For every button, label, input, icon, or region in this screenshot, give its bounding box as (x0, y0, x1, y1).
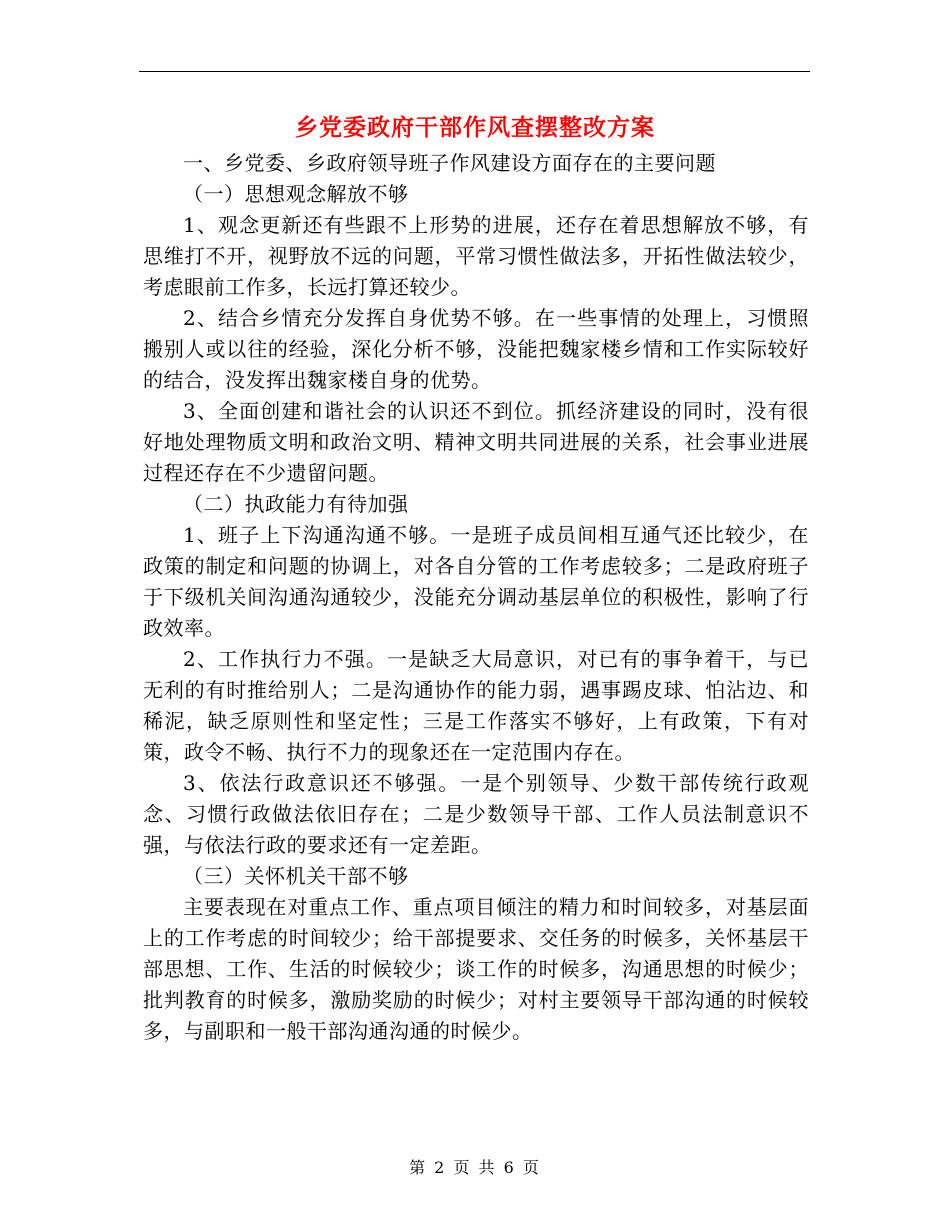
document-title: 乡党委政府干部作风查摆整改方案 (295, 115, 655, 141)
body-paragraph: 3、依法行政意识还不够强。一是个别领导、少数干部传统行政观念、习惯行政做法依旧存在；二是少数领导干部、工作人员法制意识不强，与依法行政的要求还有一定差距。 (143, 771, 809, 857)
page-number: 第 2 页 共 6 页 (409, 1158, 541, 1177)
subsection-heading: （一）思想观念解放不够 (183, 182, 409, 206)
body-paragraph: 主要表现在对重点工作、重点项目倾注的精力和时间较多，对基层面上的工作考虑的时间较少；给干部提要求、交任务的时候多，关怀基层干部思想、工作、生活的时候较少；谈工作的时候多，沟通思想的时候少；批判教育的时候多，激励奖励的时候少；对村主要领导干部沟通的时候较多，与副职和一般干部沟通沟通的时候少。 (143, 895, 809, 1043)
subsection-heading: （二）执政能力有待加强 (183, 492, 409, 516)
header-rule (139, 71, 810, 72)
body-paragraph: 1、观念更新还有些跟不上形势的进展，还存在着思想解放不够，有思维打不开，视野放不远的问题，平常习惯性做法多，开拓性做法较少，考虑眼前工作多，长远打算还较少。 (143, 213, 809, 299)
body-paragraph: 3、全面创建和谐社会的认识还不到位。抓经济建设的同时，没有很好地处理物质文明和政治文明、精神文明共同进展的关系，社会事业进展过程还存在不少遗留问题。 (143, 399, 809, 485)
body-paragraph: 2、结合乡情充分发挥自身优势不够。在一些事情的处理上，习惯照搬别人或以往的经验，深化分析不够，没能把魏家楼乡情和工作实际较好的结合，没发挥出魏家楼自身的优势。 (143, 306, 809, 392)
section-heading: 一、乡党委、乡政府领导班子作风建设方面存在的主要问题 (183, 151, 716, 175)
document-body (143, 148, 809, 1047)
body-paragraph: 1、班子上下沟通沟通不够。一是班子成员间相互通气还比较少，在政策的制定和问题的协调上，对各自分管的工作考虑较多；二是政府班子于下级机关间沟通沟通较少，没能充分调动基层单位的积极性，影响了行政效率。 (143, 523, 809, 640)
subsection-heading: （三）关怀机关干部不够 (183, 864, 409, 888)
body-paragraph: 2、工作执行力不强。一是缺乏大局意识，对已有的事争着干，与已无利的有时推给别人；二是沟通协作的能力弱，遇事踢皮球、怕沾边、和稀泥，缺乏原则性和坚定性；三是工作落实不够好，上有政策，下有对策，政令不畅、执行不力的现象还在一定范围内存在。 (143, 647, 809, 764)
